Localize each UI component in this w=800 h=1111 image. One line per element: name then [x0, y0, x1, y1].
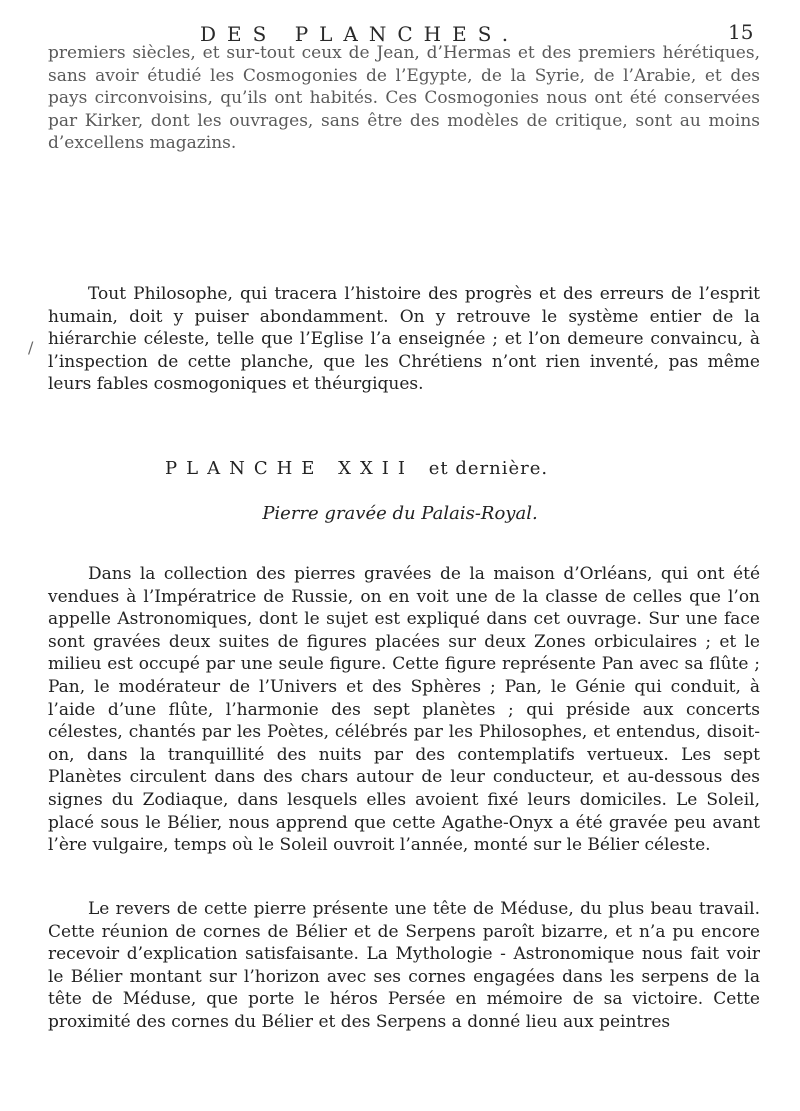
- paragraph-text: Dans la collection des pierres gravées de la maison d’Orléans, qui ont été vendues à l’Impératrice de Russie, on en voit une de la classe de celles que l’on appelle Astronomiques, dont le sujet est expliqué dans cet ouvrage. Sur une face sont gravées deux suites de figures placées sur deux Zones orbiculaires ; et le milieu est occupé par une seule figure. Cette figure représente Pan avec sa flûte ; Pan, le modérateur de l’Univers et des Sphères ; Pan, le Génie qui conduit, à l’aide d’une flûte, l’harmonie des sept planètes ; qui préside aux concerts célestes, chantés par les Poètes, célébrés par les Philosophes, et entendus, disoit-on, dans la tranquillité des nuits par des contemplatifs vertueux. Les sept Planètes circulent dans des chars autour de leur conducteur, et au-dessous des signes du Zodiaque, dans lesquels elles avoient fixé leurs domiciles. Le Soleil, placé sous le Bélier, nous apprend que cette Agathe-Onyx a été gravée peu avant l’ère vulgaire, temps où le Soleil ouvroit l’année, monté sur le Bélier céleste.: [48, 564, 760, 856]
- page-number: 15: [728, 20, 754, 44]
- paragraph-revers: [48, 898, 760, 1034]
- plate-heading-main: PLANCHE XXII: [165, 458, 414, 479]
- paragraph-text: Tout Philosophe, qui tracera l’histoire des progrès et des erreurs de l’esprit humain, doit y puiser abondamment. On y retrouve le système entier de la hiérarchie céleste, telle que l’Eglise l’a enseignée ; et l’on demeure convaincu, à l’inspection de cette planche, que les Chrétiens n’ont rien inventé, pas même leurs fables cosmogoniques et théurgiques.: [48, 284, 760, 395]
- paragraph-text: Le revers de cette pierre présente une tête de Méduse, du plus beau travail. Cette réunion de cornes de Bélier et de Serpens paroît bizarre, et n’a pu encore recevoir d’explication satisfaisante. La Mythologie - Astronomique nous fait voir le Bélier montant sur l’horizon avec ses cornes engagées dans les serpens de la tête de Méduse, que porte le héros Persée en mémoire de sa victoire. Cette proximité des cornes du Bélier et des Serpens a donné lieu aux peintres: [48, 899, 760, 1032]
- margin-pencil-mark: /: [28, 338, 34, 357]
- running-title: DES PLANCHES.: [200, 22, 520, 46]
- paragraph-continuation: [48, 42, 760, 155]
- paragraph-text: premiers siècles, et sur-tout ceux de Jean, d’Hermas et des premiers hérétiques, sans avoir étudié les Cosmogonies de l’Egypte, de la Syrie, de l’Arabie, et des pays circonvoisins, qu’ils ont habités. Ces Cosmogonies nous ont été conservées par Kirker, dont les ouvrages, sans être des modèles de critique, sont au moins d’excellens magazins.: [48, 43, 760, 154]
- plate-heading: [165, 458, 548, 479]
- paragraph-collection: [48, 563, 760, 857]
- plate-heading-suffix: et dernière.: [428, 458, 549, 479]
- paragraph-philosophe: [48, 283, 760, 396]
- plate-subtitle: Pierre gravée du Palais-Royal.: [262, 503, 538, 524]
